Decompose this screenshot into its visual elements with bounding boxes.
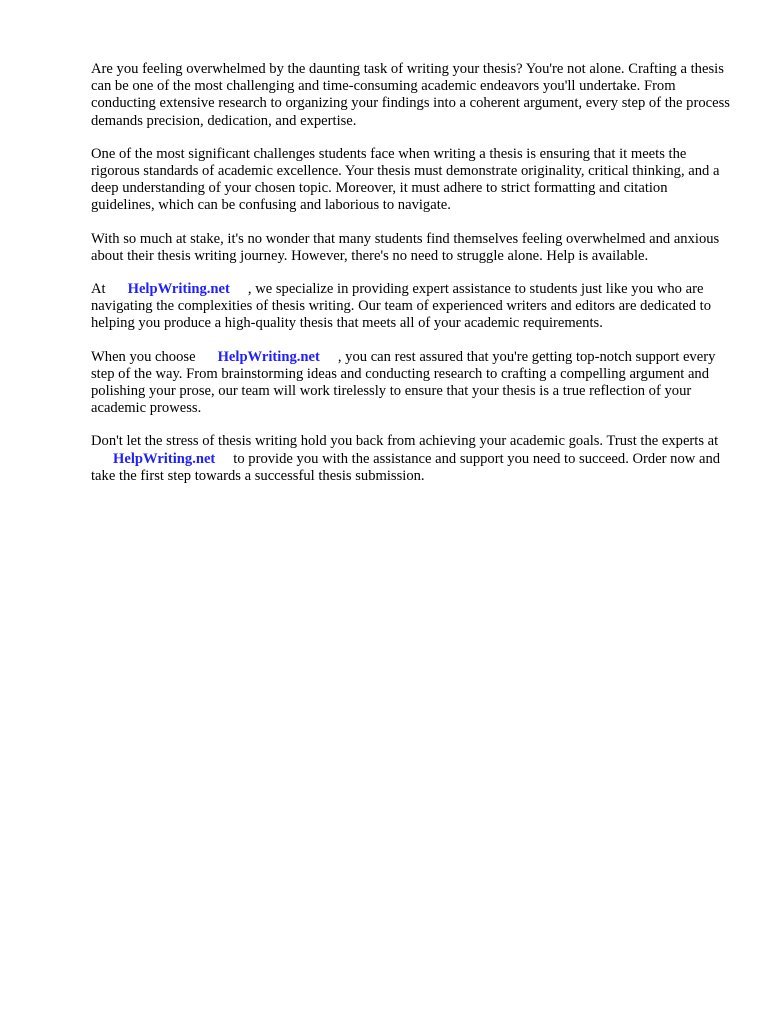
paragraph-intro: Are you feeling overwhelmed by the daunting task of writing your thesis? You're not alone. Crafting a thesis can be one of the most challenging and time-consuming academic endeavors you'll undertake. From conducting extensive research to organizing your findings into a coherent argument, every step of the process demands precision, dedication, and expertise.: [91, 61, 730, 129]
paragraph-text: to provide you with the assistance and support you need to succeed. Order now and take the first step towards a successful thesis submission.: [91, 450, 721, 484]
paragraph-text: , you can rest assured that you're getting top-notch support every step of the way. From brainstorming ideas and conducting research to crafting a compelling argument and polishing your prose, our team will work tirelessly to ensure that your thesis is a true reflection of your academic prowess.: [91, 348, 716, 417]
paragraph-text: At: [91, 281, 106, 298]
paragraph-text: When you choose: [91, 348, 196, 365]
paragraph-specialize: [91, 281, 731, 333]
helpwriting-link[interactable]: HelpWriting.net: [217, 348, 320, 365]
paragraph-challenges: One of the most significant challenges students face when writing a thesis is ensuring that it meets the rigorous standards of academic excellence. Your thesis must demonstrate originality, critical thinking, and a deep understanding of your chosen topic. Moreover, it must adhere to strict formatting and citation guidelines, which can be confusing and laborious to navigate.: [91, 145, 720, 214]
paragraph-text: Don't let the stress of thesis writing hold you back from achieving your academic goals. Trust the experts at: [91, 433, 719, 450]
paragraph-choose: [91, 349, 731, 418]
document-body: [91, 61, 731, 501]
paragraph-closing: [91, 433, 731, 485]
helpwriting-link[interactable]: HelpWriting.net: [113, 450, 216, 467]
paragraph-text: , we specialize in providing expert assistance to students just like you who are navigating the complexities of thesis writing. Our team of experienced writers and editors are dedicated to helping you produce a high-quality thesis that meets all of your academic requirements.: [91, 281, 712, 332]
paragraph-stakes: With so much at stake, it's no wonder that many students find themselves feeling overwhelmed and anxious about their thesis writing journey. However, there's no need to struggle alone. Help is available.: [91, 230, 720, 264]
helpwriting-link[interactable]: HelpWriting.net: [127, 281, 230, 298]
